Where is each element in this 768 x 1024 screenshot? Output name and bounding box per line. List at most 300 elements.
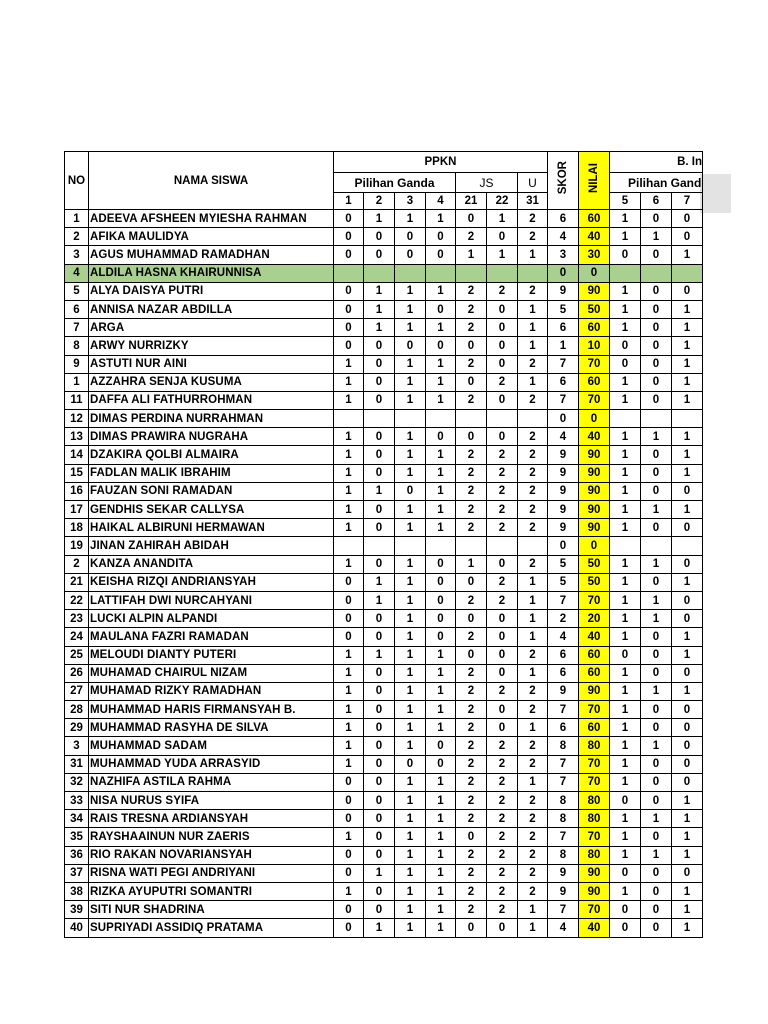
ppkn-answer-cell[interactable]: 0 (364, 519, 395, 537)
skor-cell[interactable]: 7 (548, 901, 579, 919)
ppkn-answer-cell[interactable]: 1 (395, 373, 426, 391)
ppkn-answer-cell[interactable]: 2 (487, 591, 518, 609)
b-indonesia-answer-cell[interactable]: 0 (672, 228, 703, 246)
b-indonesia-answer-cell[interactable]: 0 (672, 773, 703, 791)
skor-cell[interactable]: 6 (548, 646, 579, 664)
ppkn-answer-cell[interactable]: 2 (518, 282, 548, 300)
ppkn-answer-cell[interactable]: 1 (334, 555, 364, 573)
ppkn-answer-cell[interactable]: 1 (334, 482, 364, 500)
student-name-cell[interactable]: AGUS MUHAMMAD RAMADHAN (89, 246, 334, 264)
ppkn-answer-cell[interactable]: 2 (487, 828, 518, 846)
ppkn-answer-cell[interactable]: 0 (364, 682, 395, 700)
ppkn-answer-cell[interactable]: 0 (334, 337, 364, 355)
b-indonesia-answer-cell[interactable]: 0 (610, 792, 641, 810)
ppkn-answer-cell[interactable]: 2 (456, 882, 487, 900)
student-name-cell[interactable]: KANZA ANANDITA (89, 555, 334, 573)
skor-cell[interactable]: 0 (548, 264, 579, 282)
ppkn-answer-cell[interactable]: 0 (364, 428, 395, 446)
ppkn-answer-cell[interactable] (426, 537, 456, 555)
ppkn-answer-cell[interactable]: 2 (456, 901, 487, 919)
b-indonesia-answer-cell[interactable]: 0 (610, 864, 641, 882)
b-indonesia-answer-cell[interactable]: 0 (672, 701, 703, 719)
b-indonesia-answer-cell[interactable] (641, 410, 672, 428)
ppkn-answer-cell[interactable]: 2 (487, 882, 518, 900)
ppkn-answer-cell[interactable]: 0 (426, 737, 456, 755)
ppkn-answer-cell[interactable]: 2 (518, 792, 548, 810)
b-indonesia-answer-cell[interactable]: 1 (610, 555, 641, 573)
ppkn-answer-cell[interactable]: 0 (364, 337, 395, 355)
ppkn-answer-cell[interactable]: 0 (334, 846, 364, 864)
ppkn-answer-cell[interactable]: 2 (456, 355, 487, 373)
b-indonesia-answer-cell[interactable]: 0 (641, 573, 672, 591)
ppkn-answer-cell[interactable]: 1 (364, 319, 395, 337)
b-indonesia-answer-cell[interactable]: 0 (641, 519, 672, 537)
ppkn-answer-cell[interactable]: 1 (334, 391, 364, 409)
ppkn-answer-cell[interactable]: 1 (426, 919, 456, 937)
b-indonesia-answer-cell[interactable] (672, 410, 703, 428)
row-number-cell[interactable]: 36 (65, 846, 89, 864)
row-number-cell[interactable]: 33 (65, 792, 89, 810)
ppkn-answer-cell[interactable]: 0 (364, 719, 395, 737)
student-name-cell[interactable]: NISA NURUS SYIFA (89, 792, 334, 810)
ppkn-answer-cell[interactable]: 1 (395, 555, 426, 573)
ppkn-answer-cell[interactable]: 0 (334, 610, 364, 628)
ppkn-answer-cell[interactable] (518, 537, 548, 555)
student-name-cell[interactable]: FAUZAN SONI RAMADAN (89, 482, 334, 500)
b-indonesia-answer-cell[interactable] (610, 410, 641, 428)
no-header[interactable]: NO (65, 152, 89, 210)
student-name-cell[interactable]: ALYA DAISYA PUTRI (89, 282, 334, 300)
b-indonesia-answer-cell[interactable]: 0 (672, 210, 703, 228)
b-indonesia-answer-cell[interactable]: 0 (641, 864, 672, 882)
student-name-cell[interactable]: ANNISA NAZAR ABDILLA (89, 300, 334, 318)
ppkn-answer-cell[interactable]: 1 (395, 901, 426, 919)
row-number-cell[interactable]: 5 (65, 282, 89, 300)
skor-cell[interactable]: 3 (548, 246, 579, 264)
b-indonesia-answer-cell[interactable] (641, 537, 672, 555)
row-number-cell[interactable]: 13 (65, 428, 89, 446)
ppkn-answer-cell[interactable]: 2 (487, 573, 518, 591)
student-name-cell[interactable]: RAYSHAAINUN NUR ZAERIS (89, 828, 334, 846)
row-number-cell[interactable]: 4 (65, 264, 89, 282)
ppkn-answer-cell[interactable]: 1 (334, 737, 364, 755)
row-number-cell[interactable]: 34 (65, 810, 89, 828)
ppkn-answer-cell[interactable] (518, 264, 548, 282)
b-indonesia-answer-cell[interactable]: 1 (641, 591, 672, 609)
b-indonesia-answer-cell[interactable]: 1 (672, 464, 703, 482)
ppkn-answer-cell[interactable]: 2 (456, 519, 487, 537)
row-number-cell[interactable]: 1 (65, 210, 89, 228)
ppkn-answer-cell[interactable]: 0 (334, 300, 364, 318)
student-name-cell[interactable]: KEISHA RIZQI ANDRIANSYAH (89, 573, 334, 591)
ppkn-answer-cell[interactable]: 2 (487, 446, 518, 464)
b-indonesia-header[interactable]: B. In (610, 152, 703, 173)
ppkn-answer-cell[interactable]: 0 (456, 373, 487, 391)
js-header[interactable]: JS (456, 173, 518, 193)
b-indonesia-answer-cell[interactable] (672, 537, 703, 555)
ppkn-answer-cell[interactable]: 1 (426, 828, 456, 846)
ppkn-answer-cell[interactable]: 0 (487, 628, 518, 646)
ppkn-answer-cell[interactable]: 1 (395, 846, 426, 864)
nilai-cell[interactable]: 90 (579, 282, 610, 300)
ppkn-answer-cell[interactable]: 1 (518, 319, 548, 337)
b-indonesia-answer-cell[interactable]: 1 (672, 373, 703, 391)
skor-cell[interactable]: 8 (548, 846, 579, 864)
b-indonesia-answer-cell[interactable]: 0 (610, 246, 641, 264)
ppkn-answer-cell[interactable]: 0 (364, 501, 395, 519)
b-indonesia-answer-cell[interactable]: 1 (610, 464, 641, 482)
ppkn-answer-cell[interactable]: 1 (426, 373, 456, 391)
ppkn-answer-cell[interactable]: 2 (518, 701, 548, 719)
b-indonesia-answer-cell[interactable]: 1 (641, 682, 672, 700)
ppkn-answer-cell[interactable]: 0 (334, 810, 364, 828)
ppkn-answer-cell[interactable]: 1 (395, 282, 426, 300)
ppkn-answer-cell[interactable]: 1 (334, 428, 364, 446)
ppkn-answer-cell[interactable]: 1 (334, 446, 364, 464)
ppkn-answer-cell[interactable]: 1 (395, 391, 426, 409)
ppkn-answer-cell[interactable]: 2 (518, 828, 548, 846)
skor-cell[interactable]: 5 (548, 300, 579, 318)
ppkn-answer-cell[interactable]: 0 (364, 737, 395, 755)
ppkn-answer-cell[interactable]: 2 (487, 901, 518, 919)
ppkn-answer-cell[interactable]: 1 (364, 864, 395, 882)
b-indonesia-answer-cell[interactable]: 0 (641, 901, 672, 919)
b-indonesia-answer-cell[interactable]: 0 (641, 391, 672, 409)
b-indonesia-answer-cell[interactable]: 0 (672, 864, 703, 882)
nilai-cell[interactable]: 80 (579, 846, 610, 864)
ppkn-answer-cell[interactable]: 1 (426, 664, 456, 682)
b-indonesia-answer-cell[interactable]: 1 (610, 501, 641, 519)
ppkn-answer-cell[interactable]: 0 (456, 210, 487, 228)
question-number-header[interactable]: 2 (364, 193, 395, 210)
ppkn-answer-cell[interactable]: 0 (456, 828, 487, 846)
student-name-cell[interactable]: MUHAMMAD RASYHA DE SILVA (89, 719, 334, 737)
nilai-cell[interactable]: 90 (579, 446, 610, 464)
b-indonesia-answer-cell[interactable]: 1 (672, 882, 703, 900)
nilai-cell[interactable]: 70 (579, 355, 610, 373)
b-indonesia-answer-cell[interactable]: 1 (641, 428, 672, 446)
b-indonesia-answer-cell[interactable]: 1 (641, 737, 672, 755)
ppkn-answer-cell[interactable]: 1 (395, 719, 426, 737)
nilai-cell[interactable]: 90 (579, 501, 610, 519)
ppkn-answer-cell[interactable]: 2 (456, 446, 487, 464)
b-indonesia-answer-cell[interactable]: 0 (610, 901, 641, 919)
nilai-cell[interactable]: 60 (579, 719, 610, 737)
ppkn-answer-cell[interactable]: 1 (426, 901, 456, 919)
skor-cell[interactable]: 7 (548, 355, 579, 373)
ppkn-answer-cell[interactable]: 1 (395, 646, 426, 664)
ppkn-answer-cell[interactable]: 2 (487, 792, 518, 810)
ppkn-answer-cell[interactable]: 2 (487, 373, 518, 391)
row-number-cell[interactable]: 32 (65, 773, 89, 791)
b-indonesia-answer-cell[interactable]: 1 (672, 682, 703, 700)
ppkn-answer-cell[interactable]: 1 (518, 610, 548, 628)
nilai-cell[interactable]: 40 (579, 919, 610, 937)
ppkn-answer-cell[interactable]: 1 (456, 246, 487, 264)
row-number-cell[interactable]: 16 (65, 482, 89, 500)
nilai-cell[interactable]: 70 (579, 828, 610, 846)
b-indonesia-answer-cell[interactable]: 1 (672, 428, 703, 446)
student-name-cell[interactable]: ARGA (89, 319, 334, 337)
ppkn-answer-cell[interactable]: 0 (395, 755, 426, 773)
ppkn-answer-cell[interactable]: 0 (364, 246, 395, 264)
b-indonesia-answer-cell[interactable]: 1 (672, 319, 703, 337)
ppkn-answer-cell[interactable]: 1 (518, 573, 548, 591)
ppkn-answer-cell[interactable]: 0 (456, 610, 487, 628)
skor-cell[interactable]: 9 (548, 464, 579, 482)
b-indonesia-answer-cell[interactable]: 1 (672, 391, 703, 409)
ppkn-answer-cell[interactable]: 1 (456, 555, 487, 573)
ppkn-answer-cell[interactable]: 0 (487, 719, 518, 737)
skor-cell[interactable]: 9 (548, 482, 579, 500)
row-number-cell[interactable]: 3 (65, 737, 89, 755)
b-indonesia-answer-cell[interactable]: 1 (610, 664, 641, 682)
ppkn-answer-cell[interactable]: 1 (334, 355, 364, 373)
u-header[interactable]: U (518, 173, 548, 193)
ppkn-answer-cell[interactable]: 0 (364, 882, 395, 900)
ppkn-answer-cell[interactable]: 2 (456, 701, 487, 719)
ppkn-answer-cell[interactable]: 2 (518, 228, 548, 246)
ppkn-answer-cell[interactable]: 2 (518, 846, 548, 864)
ppkn-answer-cell[interactable]: 0 (426, 591, 456, 609)
row-number-cell[interactable]: 35 (65, 828, 89, 846)
student-name-cell[interactable]: ASTUTI NUR AINI (89, 355, 334, 373)
ppkn-answer-cell[interactable]: 2 (487, 519, 518, 537)
ppkn-answer-cell[interactable]: 0 (487, 919, 518, 937)
ppkn-answer-cell[interactable]: 1 (426, 773, 456, 791)
b-indonesia-answer-cell[interactable]: 1 (610, 573, 641, 591)
b-indonesia-answer-cell[interactable]: 0 (641, 664, 672, 682)
ppkn-answer-cell[interactable]: 1 (395, 828, 426, 846)
nilai-cell[interactable]: 20 (579, 610, 610, 628)
b-indonesia-answer-cell[interactable]: 1 (610, 701, 641, 719)
ppkn-answer-cell[interactable]: 1 (364, 919, 395, 937)
row-number-cell[interactable]: 19 (65, 537, 89, 555)
skor-cell[interactable]: 5 (548, 573, 579, 591)
b-indonesia-answer-cell[interactable]: 1 (672, 300, 703, 318)
ppkn-answer-cell[interactable]: 1 (395, 446, 426, 464)
ppkn-answer-cell[interactable]: 1 (426, 319, 456, 337)
ppkn-answer-cell[interactable]: 2 (456, 682, 487, 700)
skor-cell[interactable]: 9 (548, 446, 579, 464)
b-indonesia-answer-cell[interactable]: 1 (641, 501, 672, 519)
ppkn-answer-cell[interactable]: 0 (487, 701, 518, 719)
ppkn-answer-cell[interactable]: 2 (518, 428, 548, 446)
ppkn-answer-cell[interactable]: 1 (395, 792, 426, 810)
row-number-cell[interactable]: 31 (65, 755, 89, 773)
nilai-cell[interactable]: 0 (579, 264, 610, 282)
ppkn-answer-cell[interactable]: 1 (487, 246, 518, 264)
ppkn-answer-cell[interactable]: 1 (395, 737, 426, 755)
ppkn-answer-cell[interactable]: 1 (518, 719, 548, 737)
student-name-cell[interactable]: ALDILA HASNA KHAIRUNNISA (89, 264, 334, 282)
pilihan-ganda-header-2[interactable]: Pilihan Gand (610, 173, 703, 193)
ppkn-answer-cell[interactable]: 0 (487, 300, 518, 318)
skor-cell[interactable]: 4 (548, 228, 579, 246)
ppkn-answer-cell[interactable]: 1 (364, 482, 395, 500)
ppkn-answer-cell[interactable]: 1 (426, 355, 456, 373)
ppkn-answer-cell[interactable]: 1 (518, 919, 548, 937)
student-name-cell[interactable]: LATTIFAH DWI NURCAHYANI (89, 591, 334, 609)
ppkn-answer-cell[interactable]: 1 (426, 282, 456, 300)
ppkn-answer-cell[interactable]: 1 (426, 646, 456, 664)
ppkn-answer-cell[interactable]: 1 (518, 300, 548, 318)
student-name-cell[interactable]: RIZKA AYUPUTRI SOMANTRI (89, 882, 334, 900)
row-number-cell[interactable]: 25 (65, 646, 89, 664)
ppkn-answer-cell[interactable]: 0 (334, 591, 364, 609)
b-indonesia-answer-cell[interactable]: 1 (672, 919, 703, 937)
b-indonesia-answer-cell[interactable]: 0 (641, 828, 672, 846)
nilai-cell[interactable]: 70 (579, 701, 610, 719)
ppkn-answer-cell[interactable]: 1 (395, 428, 426, 446)
ppkn-answer-cell[interactable] (395, 410, 426, 428)
b-indonesia-answer-cell[interactable]: 0 (641, 701, 672, 719)
skor-cell[interactable]: 2 (548, 610, 579, 628)
b-indonesia-answer-cell[interactable]: 1 (610, 210, 641, 228)
student-name-cell[interactable]: ADEEVA AFSHEEN MYIESHA RAHMAN (89, 210, 334, 228)
b-indonesia-answer-cell[interactable]: 1 (610, 319, 641, 337)
ppkn-answer-cell[interactable]: 2 (456, 719, 487, 737)
nilai-cell[interactable]: 50 (579, 573, 610, 591)
ppkn-answer-cell[interactable]: 1 (426, 682, 456, 700)
ppkn-answer-cell[interactable]: 0 (426, 228, 456, 246)
ppkn-answer-cell[interactable]: 0 (426, 573, 456, 591)
ppkn-answer-cell[interactable]: 1 (364, 210, 395, 228)
b-indonesia-answer-cell[interactable]: 1 (610, 282, 641, 300)
ppkn-answer-cell[interactable] (487, 264, 518, 282)
ppkn-answer-cell[interactable]: 0 (334, 864, 364, 882)
ppkn-answer-cell[interactable]: 2 (518, 355, 548, 373)
row-number-cell[interactable]: 1 (65, 373, 89, 391)
ppkn-answer-cell[interactable]: 2 (518, 737, 548, 755)
ppkn-answer-cell[interactable]: 1 (334, 719, 364, 737)
ppkn-answer-cell[interactable]: 0 (487, 337, 518, 355)
ppkn-answer-cell[interactable]: 1 (395, 610, 426, 628)
ppkn-answer-cell[interactable] (456, 264, 487, 282)
b-indonesia-answer-cell[interactable]: 0 (672, 519, 703, 537)
ppkn-answer-cell[interactable]: 0 (364, 701, 395, 719)
b-indonesia-answer-cell[interactable]: 1 (641, 610, 672, 628)
ppkn-answer-cell[interactable]: 2 (518, 882, 548, 900)
ppkn-answer-cell[interactable]: 0 (334, 919, 364, 937)
b-indonesia-answer-cell[interactable]: 1 (610, 391, 641, 409)
ppkn-answer-cell[interactable]: 0 (395, 228, 426, 246)
nilai-cell[interactable]: 90 (579, 864, 610, 882)
row-number-cell[interactable]: 8 (65, 337, 89, 355)
row-number-cell[interactable]: 29 (65, 719, 89, 737)
ppkn-answer-cell[interactable]: 1 (518, 246, 548, 264)
ppkn-answer-cell[interactable]: 1 (426, 701, 456, 719)
ppkn-answer-cell[interactable]: 1 (426, 210, 456, 228)
ppkn-answer-cell[interactable]: 0 (487, 319, 518, 337)
ppkn-answer-cell[interactable]: 0 (487, 610, 518, 628)
b-indonesia-answer-cell[interactable]: 0 (641, 773, 672, 791)
b-indonesia-answer-cell[interactable]: 0 (641, 719, 672, 737)
ppkn-answer-cell[interactable]: 0 (426, 246, 456, 264)
row-number-cell[interactable]: 21 (65, 573, 89, 591)
skor-cell[interactable]: 0 (548, 410, 579, 428)
ppkn-answer-cell[interactable]: 1 (334, 501, 364, 519)
question-number-header[interactable]: 7 (672, 193, 703, 210)
ppkn-answer-cell[interactable]: 0 (364, 446, 395, 464)
question-number-header[interactable]: 1 (334, 193, 364, 210)
ppkn-answer-cell[interactable]: 1 (395, 664, 426, 682)
nilai-cell[interactable]: 70 (579, 755, 610, 773)
student-name-cell[interactable]: MELOUDI DIANTY PUTERI (89, 646, 334, 664)
b-indonesia-answer-cell[interactable]: 1 (672, 792, 703, 810)
skor-header[interactable]: SKOR (548, 152, 579, 210)
skor-cell[interactable]: 7 (548, 755, 579, 773)
ppkn-answer-cell[interactable]: 0 (334, 773, 364, 791)
b-indonesia-answer-cell[interactable]: 1 (610, 773, 641, 791)
ppkn-answer-cell[interactable]: 0 (364, 792, 395, 810)
row-number-cell[interactable]: 39 (65, 901, 89, 919)
nilai-cell[interactable]: 40 (579, 228, 610, 246)
student-name-cell[interactable]: DZAKIRA QOLBI ALMAIRA (89, 446, 334, 464)
student-name-cell[interactable]: SUPRIYADI ASSIDIQ PRATAMA (89, 919, 334, 937)
ppkn-answer-cell[interactable]: 2 (487, 864, 518, 882)
ppkn-answer-cell[interactable]: 0 (364, 628, 395, 646)
ppkn-answer-cell[interactable]: 0 (364, 773, 395, 791)
nilai-cell[interactable]: 70 (579, 773, 610, 791)
pilihan-ganda-header[interactable]: Pilihan Ganda (334, 173, 456, 193)
ppkn-answer-cell[interactable] (334, 264, 364, 282)
nilai-cell[interactable]: 60 (579, 373, 610, 391)
ppkn-answer-cell[interactable] (518, 410, 548, 428)
ppkn-answer-cell[interactable]: 2 (456, 792, 487, 810)
b-indonesia-answer-cell[interactable]: 1 (672, 810, 703, 828)
student-name-cell[interactable]: HAIKAL ALBIRUNI HERMAWAN (89, 519, 334, 537)
b-indonesia-answer-cell[interactable]: 1 (672, 901, 703, 919)
b-indonesia-answer-cell[interactable]: 0 (610, 355, 641, 373)
nilai-cell[interactable]: 50 (579, 555, 610, 573)
student-name-cell[interactable]: DIMAS PERDINA NURRAHMAN (89, 410, 334, 428)
b-indonesia-answer-cell[interactable]: 1 (641, 846, 672, 864)
ppkn-answer-cell[interactable] (426, 264, 456, 282)
nilai-cell[interactable]: 60 (579, 664, 610, 682)
ppkn-answer-cell[interactable]: 2 (518, 810, 548, 828)
ppkn-answer-cell[interactable]: 0 (364, 391, 395, 409)
skor-cell[interactable]: 8 (548, 810, 579, 828)
nilai-cell[interactable]: 90 (579, 482, 610, 500)
b-indonesia-answer-cell[interactable]: 1 (672, 337, 703, 355)
b-indonesia-answer-cell[interactable]: 1 (610, 810, 641, 828)
b-indonesia-answer-cell[interactable]: 1 (672, 355, 703, 373)
ppkn-answer-cell[interactable]: 1 (518, 773, 548, 791)
nilai-cell[interactable]: 90 (579, 519, 610, 537)
ppkn-answer-cell[interactable]: 0 (395, 482, 426, 500)
nilai-cell[interactable]: 0 (579, 537, 610, 555)
ppkn-answer-cell[interactable]: 2 (456, 501, 487, 519)
b-indonesia-answer-cell[interactable]: 1 (610, 755, 641, 773)
b-indonesia-answer-cell[interactable]: 1 (641, 228, 672, 246)
ppkn-answer-cell[interactable]: 0 (456, 646, 487, 664)
ppkn-answer-cell[interactable]: 2 (456, 664, 487, 682)
student-name-cell[interactable]: MUHAMMAD HARIS FIRMANSYAH B. (89, 701, 334, 719)
student-name-cell[interactable]: MUHAMAD CHAIRUL NIZAM (89, 664, 334, 682)
b-indonesia-answer-cell[interactable]: 0 (641, 792, 672, 810)
ppkn-answer-cell[interactable]: 1 (364, 300, 395, 318)
skor-cell[interactable]: 6 (548, 664, 579, 682)
ppkn-answer-cell[interactable]: 1 (395, 864, 426, 882)
ppkn-answer-cell[interactable]: 1 (334, 882, 364, 900)
skor-cell[interactable]: 8 (548, 737, 579, 755)
ppkn-answer-cell[interactable]: 1 (334, 664, 364, 682)
ppkn-answer-cell[interactable]: 0 (364, 610, 395, 628)
b-indonesia-answer-cell[interactable]: 1 (641, 555, 672, 573)
b-indonesia-answer-cell[interactable]: 1 (610, 882, 641, 900)
b-indonesia-answer-cell[interactable]: 1 (610, 719, 641, 737)
